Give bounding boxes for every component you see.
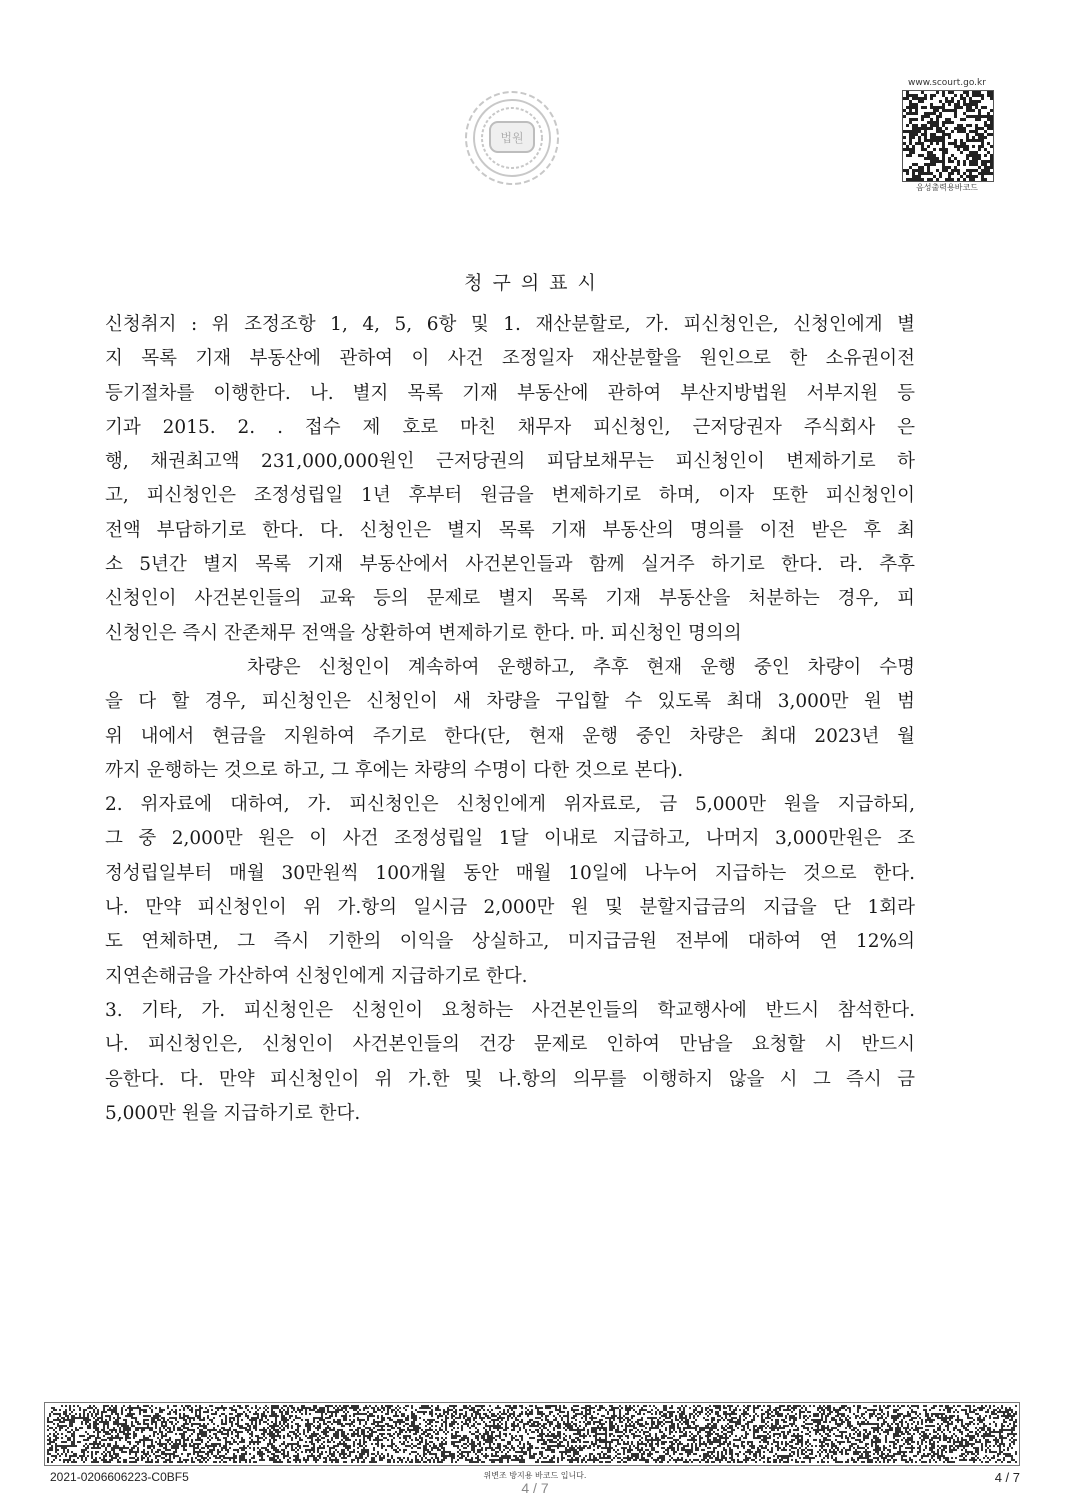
body-line: 신청인이 사건본인들의 교육 등의 문제로 별지 목록 기재 부동산을 처분하는 경우, 피 (105, 588, 915, 610)
body-line: 등기절차를 이행한다. 나. 별지 목록 기재 부동산에 관하여 부산지방법원 서부지원 등 (105, 382, 915, 404)
anti-forgery-barcode-icon (45, 1403, 1019, 1465)
body-line: 정성립일부터 매월 30만원씩 100개월 동안 매월 10일에 나누어 지급하는 것으로 한다. (105, 862, 915, 884)
body-line: 응한다. 다. 만약 피신청인이 위 가.한 및 나.항의 의무를 이행하지 않을 시 그 즉시 금 (105, 1068, 915, 1090)
anti-forgery-barcode (44, 1402, 1020, 1466)
body-line: 고, 피신청인은 조정성립일 1년 후부터 원금을 변제하기로 하며, 이자 또한 피신청인이 (105, 485, 915, 507)
body-line: 도 연체하면, 그 즉시 기한의 이익을 상실하고, 미지급금원 전부에 대하여 연 12%의 (105, 931, 915, 953)
body-line: 행, 채권최고액 231,000,000원인 근저당권의 피담보채무는 피신청인이 변제하기로 하 (105, 451, 915, 473)
body-line: 차량은 신청인이 계속하여 운행하고, 추후 현재 운행 중인 차량이 수명 (247, 656, 915, 678)
body-line: 그 중 2,000만 원은 이 사건 조정성립일 1달 이내로 지급하고, 나머지 3,000만원은 조 (105, 828, 915, 850)
body-line: 신청취지 : 위 조정조항 1, 4, 5, 6항 및 1. 재산분할로, 가. 피신청인은, 신청인에게 별 (105, 314, 915, 335)
claim-body (105, 308, 915, 1131)
body-line: 기과 2015. 2. . 접수 제 호로 마친 채무자 피신청인, 근저당권자 주식회사 은 (105, 416, 915, 438)
body-line: 2. 위자료에 대하여, 가. 피신청인은 신청인에게 위자료로, 금 5,000만 원을 지급하되, (105, 794, 915, 816)
body-line: 전액 부담하기로 한다. 다. 신청인은 별지 목록 기재 부동산의 명의를 이전 받은 후 최 (105, 519, 915, 541)
body-line: 지연손해금을 가산하여 신청인에게 지급하기로 한다. (105, 965, 528, 987)
body-line: 까지 운행하는 것으로 하고, 그 후에는 차량의 수명이 다한 것으로 본다). (105, 759, 684, 781)
barcode-notice: 위변조 방지용 바코드 입니다. (483, 1471, 587, 1480)
body-line: 신청인은 즉시 잔존채무 전액을 상환하여 변제하기로 한다. 마. 피신청인 명의의 (105, 622, 742, 644)
document-title: 청구의표시 (464, 272, 606, 294)
court-url: www.scourt.go.kr (908, 78, 986, 88)
qr-barcode-icon (903, 91, 993, 181)
svg-text:법원: 법원 (500, 131, 524, 145)
body-line: 을 다 할 경우, 피신청인은 신청인이 새 차량을 구입할 수 있도록 최대 3,000만 원 범 (105, 691, 915, 713)
qr-caption: 음성출력용바코드 (916, 183, 978, 192)
court-seal-icon (462, 88, 562, 188)
body-line: 나. 피신청인은, 신청인이 사건본인들의 건강 문제로 인하여 만남을 요청할 시 반드시 (105, 1034, 915, 1056)
center-page-number: 4 / 7 (521, 1480, 549, 1496)
body-line: 3. 기타, 가. 피신청인은 신청인이 요청하는 사건본인들의 학교행사에 반드시 참석한다. (105, 999, 915, 1021)
qr-barcode (902, 90, 994, 182)
body-line: 소 5년간 별지 목록 기재 부동산에서 사건본인들과 함께 실거주 하기로 한다. 라. 추후 (105, 554, 915, 576)
voice-output-barcode (900, 78, 994, 196)
body-line: 위 내에서 현금을 지원하여 주기로 한다(단, 현재 운행 중인 차량은 최대 2023년 월 (105, 725, 915, 747)
body-line: 지 목록 기재 부동산에 관하여 이 사건 조정일자 재산분할을 원인으로 한 소유권이전 (105, 348, 915, 370)
body-line: 5,000만 원을 지급하기로 한다. (105, 1102, 361, 1124)
court-seal-watermark (462, 88, 562, 188)
page-number: 4 / 7 (994, 1470, 1020, 1485)
document-id: 2021-0206606223-C0BF5 (50, 1470, 189, 1484)
body-line: 나. 만약 피신청인이 위 가.항의 일시금 2,000만 원 및 분할지급금의 지급을 단 1회라 (105, 897, 915, 919)
